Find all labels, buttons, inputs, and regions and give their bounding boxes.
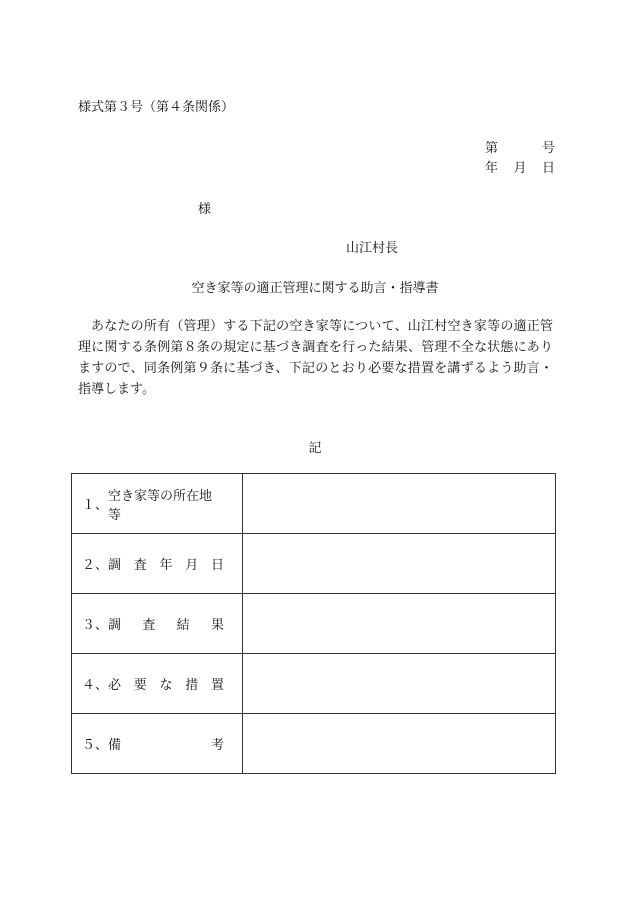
row-value-cell [243,654,556,714]
row-label-cell [72,654,243,714]
label-char: 調 [108,558,122,573]
label-char: な [159,678,173,693]
number-suffix: 号 [541,141,555,156]
row-label: 空き家等の所在地等 [108,488,213,523]
row-label [108,674,224,693]
label-char: 要 [133,678,147,693]
row-number: ４、 [82,678,109,693]
row-label [108,614,224,633]
table-row-survey-result [72,594,556,654]
row-value-cell [243,594,556,654]
body-paragraph: あなたの所有（管理）する下記の空き家等について、山江村空き家等の適正管理に関する条例第８条の規定に基づき調査を行った結果、管理不全な状態にありますので、同条例第９条に基づき、下記のとおり必要な措置を講ずるよう助言・指導します。 [78,319,553,397]
label-char: 置 [210,678,224,693]
month-label: 月 [513,161,527,176]
row-label-cell [72,594,243,654]
label-char: 調 [108,618,122,633]
row-number: ５、 [82,738,109,753]
row-value-cell [243,714,556,774]
label-char: 月 [185,558,199,573]
day-label: 日 [541,161,555,176]
label-char: 備 [108,738,122,753]
row-number: ２、 [82,558,109,573]
row-value-cell [243,474,556,534]
document-title: 空き家等の適正管理に関する助言・指導書 [191,281,439,296]
row-label [108,734,224,753]
label-char: 日 [210,558,224,573]
table-row-remarks [72,714,556,774]
label-char: 査 [142,618,156,633]
year-label: 年 [485,161,499,176]
row-number: ３、 [82,618,109,633]
label-char: 必 [108,678,122,693]
row-number: １、 [82,498,109,513]
info-table [71,473,556,774]
date-line [485,157,555,176]
table-row-survey-date [72,534,556,594]
ki-heading: 記 [308,441,322,456]
table-row-location [72,474,556,534]
row-label-cell [72,474,243,534]
document-number-line [485,137,555,156]
label-char: 結 [176,618,190,633]
addressee-honorific: 様 [198,202,212,217]
label-char: 査 [133,558,147,573]
sender-name: 山江村長 [346,241,399,256]
table-row-required-measures [72,654,556,714]
row-value-cell [243,534,556,594]
row-label [108,554,224,573]
label-char: 措 [185,678,199,693]
number-prefix: 第 [485,141,499,156]
label-char: 考 [210,738,224,753]
label-char: 果 [210,618,224,633]
form-number-label: 様式第３号（第４条関係） [78,100,235,115]
row-label-cell [72,714,243,774]
row-label-cell [72,534,243,594]
label-char: 年 [159,558,173,573]
